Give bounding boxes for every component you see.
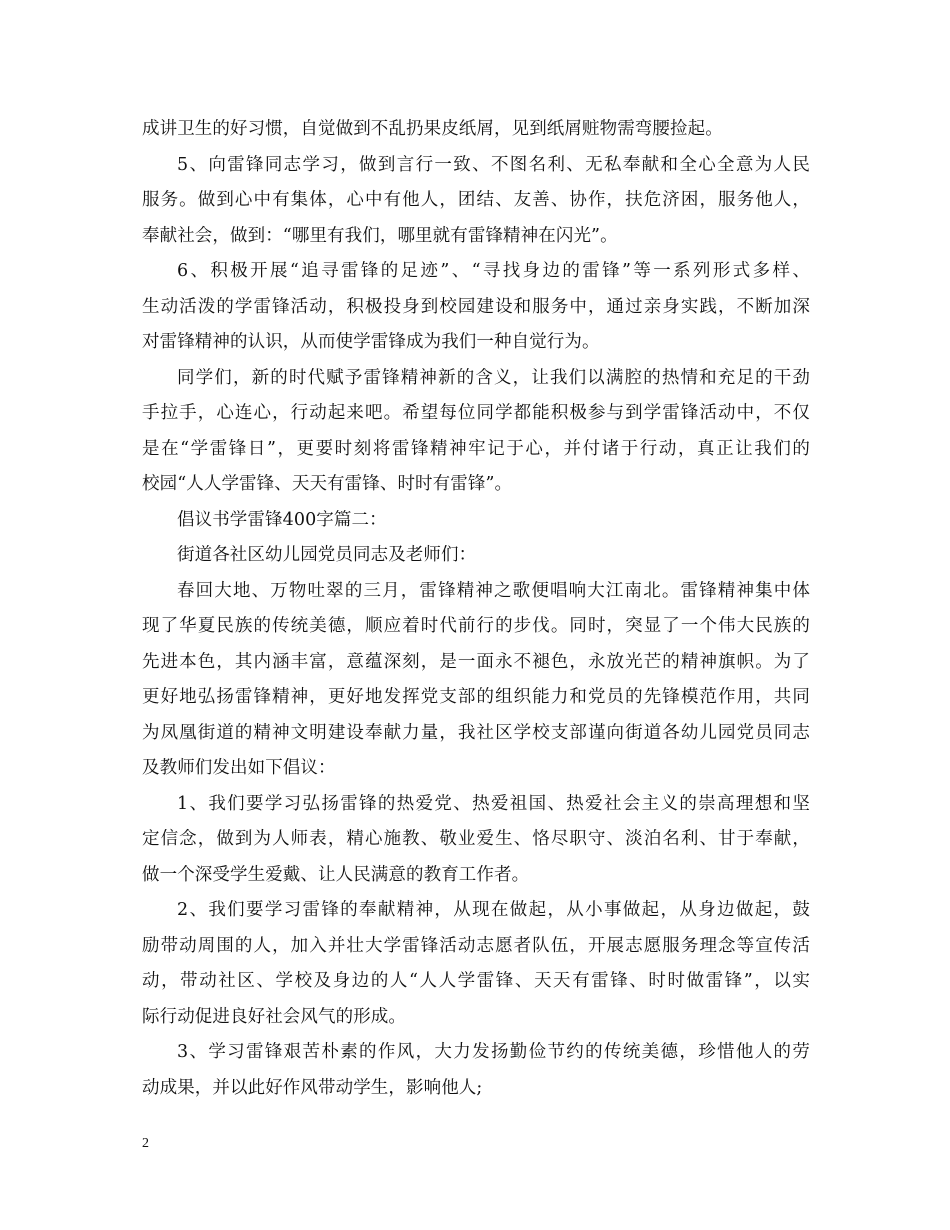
text-line: 对雷锋精神的认识，从而使学雷锋成为我们一种自觉行为。 [142,332,600,352]
text-line: 先进本色，其内涵丰富，意蕴深刻，是一面永不褪色，永放光芒的精神旗帜。为了 [142,651,810,672]
text-line: 奉献社会，做到：“哪里有我们，哪里就有雷锋精神在闪光”。 [142,225,618,246]
text-line: 街道各社区幼儿园党员同志及老师们： [177,545,477,565]
text-line: 及教师们发出如下倡议： [142,758,336,778]
text-line: 现了华夏民族的传统美德，顺应着时代前行的步伐。同时，突显了一个伟大民族的 [142,616,810,636]
page-number: 2 [142,1136,149,1151]
text-line: 成讲卫生的好习惯，自觉做到不乱扔果皮纸屑，见到纸屑赃物需弯腰捡起。 [142,119,723,139]
text-line: 倡议书学雷锋400字篇二： [177,509,387,530]
text-line: 校园“人人学雷锋、天天有雷锋、时时有雷锋”。 [142,474,513,494]
text-line: 同学们，新的时代赋予雷锋精神新的含义，让我们以满腔的热情和充足的干劲 [177,367,810,388]
text-line: 际行动促进良好社会风气的形成。 [142,1006,406,1027]
text-line: 手拉手，心连心，行动起来吧。希望每位同学都能积极参与到学雷锋活动中，不仅 [142,403,810,423]
text-line: 春回大地、万物吐翠的三月，雷锋精神之歌便唱响大江南北。雷锋精神集中体 [177,580,810,601]
text-line: 服务。做到心中有集体，心中有他人，团结、友善、协作，扶危济困，服务他人， [142,190,810,210]
text-line: 6、积极开展“追寻雷锋的足迹”、“寻找身边的雷锋”等一系列形式多样、 [177,261,810,281]
document-body [142,112,810,1106]
text-line: 动，带动社区、学校及身边的人“人人学雷锋、天天有雷锋、时时做雷锋”，以实 [142,971,810,991]
text-line: 定信念，做到为人师表，精心施教、敬业爱生、恪尽职守、淡泊名利、甘于奉献， [142,829,810,849]
text-line: 3、学习雷锋艰苦朴素的作风，大力发扬勤俭节约的传统美德，珍惜他人的劳 [177,1042,810,1062]
text-line: 为凤凰街道的精神文明建设奉献力量，我社区学校支部谨向街道各幼儿园党员同志 [142,722,810,743]
text-line: 励带动周围的人，加入并壮大学雷锋活动志愿者队伍，开展志愿服务理念等宣传活 [142,935,810,956]
text-line: 是在“学雷锋日”，更要时刻将雷锋精神牢记于心，并付诸于行动，真正让我们的 [142,438,810,459]
text-line: 5、向雷锋同志学习，做到言行一致、不图名利、无私奉献和全心全意为人民 [177,154,810,175]
text-line: 动成果，并以此好作风带动学生，影响他人; [142,1077,483,1098]
text-line: 生动活泼的学雷锋活动，积极投身到校园建设和服务中，通过亲身实践，不断加深 [142,296,810,317]
text-line: 做一个深受学生爱戴、让人民满意的教育工作者。 [142,864,530,885]
text-line: 更好地弘扬雷锋精神，更好地发挥党支部的组织能力和党员的先锋模范作用，共同 [142,687,810,707]
text-line: 2、我们要学习雷锋的奉献精神，从现在做起，从小事做起，从身边做起，鼓 [177,900,810,920]
text-line: 1、我们要学习弘扬雷锋的热爱党、热爱祖国、热爱社会主义的崇高理想和坚 [177,793,810,814]
